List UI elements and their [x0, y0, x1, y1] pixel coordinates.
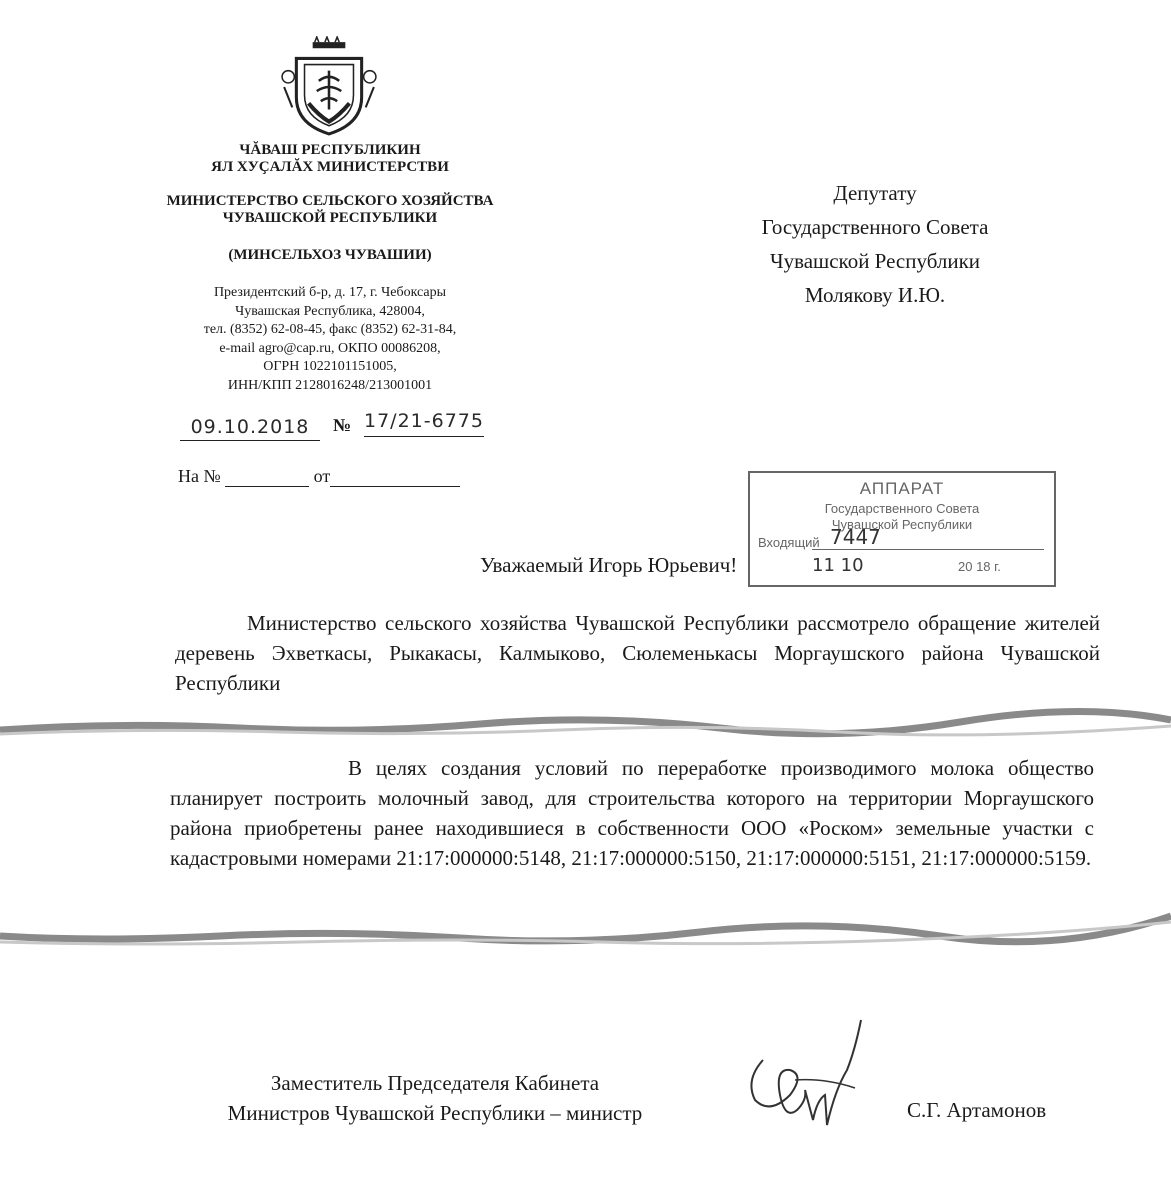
reference-number-blank	[225, 468, 309, 487]
letterhead-short-name: (МИНСЕЛЬХОЗ ЧУВАШИИ)	[228, 247, 432, 263]
signatory-position-line-2: Министров Чувашской Республики – министр	[227, 1101, 643, 1125]
stamp-incoming-label: Входящий	[758, 535, 820, 550]
page-tear-divider	[0, 700, 1171, 740]
stamp-date: 11 10	[812, 555, 864, 576]
addressee-line: Молякову И.Ю.	[804, 283, 946, 307]
body-paragraph-2: В целях создания условий по переработке производимого молока общество планирует построить молочный завод, для строительства которого на территории Моргаушского района приобретены ранее находившиеся в собственности ООО «Роском» земельные участки с кадастровыми номерами 21:17:000000:5148, 21:17:000000:5150, 21:17:000000:5151, 21:17:000000:5159.	[170, 756, 1094, 870]
outgoing-date: 09.10.2018	[180, 416, 320, 441]
stamp-line-2: Государственного Совета	[824, 501, 980, 516]
address-line: ИНН/КПП 2128016248/213001001	[227, 377, 433, 393]
stamp-underline	[812, 549, 1044, 550]
reference-date-blank	[330, 468, 460, 487]
addressee-line: Государственного Совета	[761, 215, 989, 239]
addressee-block	[660, 176, 1090, 312]
address-line: ОГРН 1022101151005,	[263, 359, 397, 374]
letterhead-ministry-line-1: МИНИСТЕРСТВО СЕЛЬСКОГО ХОЗЯЙСТВА	[166, 193, 494, 209]
address-line: e-mail agro@cap.ru, ОКПО 00086208,	[219, 340, 441, 356]
addressee-line: Чувашской Республики	[769, 249, 981, 273]
letterhead-chuvash-line-2: ЯЛ ХУҪАЛĂХ МИНИСТЕРСТВИ	[211, 159, 449, 175]
reference-date-label: от	[313, 466, 331, 486]
greeting: Уважаемый Игорь Юрьевич!	[480, 553, 738, 577]
incoming-stamp	[748, 471, 1056, 587]
address-line: Чувашская Республика, 428004,	[235, 303, 425, 319]
signatory-name: С.Г. Артамонов	[907, 1098, 1047, 1122]
addressee-line: Депутату	[833, 181, 917, 205]
letterhead-address	[150, 284, 510, 395]
letterhead-ministry-line-2: ЧУВАШСКОЙ РЕСПУБЛИКИ	[222, 210, 438, 226]
stamp-line-3: Чувашской Республики	[831, 517, 973, 532]
outgoing-number-label: №	[333, 415, 352, 435]
signatory-position	[175, 1068, 695, 1128]
address-line: тел. (8352) 62-08-45, факс (8352) 62-31-84,	[203, 322, 457, 337]
stamp-incoming-number: 7447	[830, 525, 881, 549]
address-line: Президентский б-р, д. 17, г. Чебоксары	[213, 285, 447, 300]
outgoing-number: 17/21-6775	[364, 410, 484, 437]
reference-line	[178, 466, 460, 487]
coat-of-arms-emblem	[278, 36, 380, 138]
body-paragraph-1: Министерство сельского хозяйства Чувашской Республики рассмотрело обращение жителей деревень Эхветкасы, Рыкакасы, Калмыково, Сюлеменькасы Моргаушского района Чувашской Республики	[175, 611, 1100, 695]
stamp-year: 20 18 г.	[958, 559, 1001, 574]
letterhead-chuvash-line-1: ЧĂВАШ РЕСПУБЛИКИН	[239, 142, 421, 158]
reference-number-label: На №	[178, 466, 221, 486]
signatory-position-line-1: Заместитель Председателя Кабинета	[270, 1071, 600, 1095]
letterhead-ministry-name	[130, 193, 530, 227]
stamp-title: АППАРАТ	[859, 479, 945, 498]
page-tear-divider	[0, 906, 1171, 950]
handwritten-signature	[735, 1000, 875, 1150]
letterhead-chuvash-name	[150, 142, 510, 176]
